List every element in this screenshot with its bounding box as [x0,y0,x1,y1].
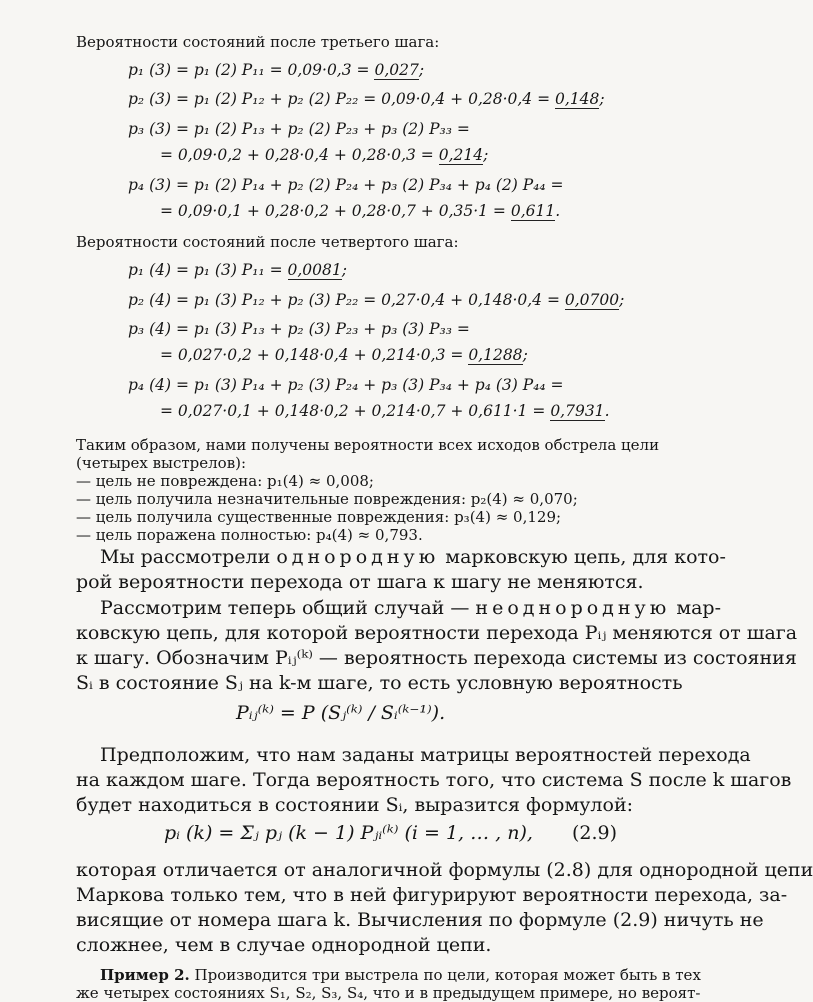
summary-line-1: Таким образом, нами получены вероятности всех исходов обстрела цели [76,436,660,454]
body-p1-line-1: Мы рассмотрели однородную марковскую цепь, для кото- [100,546,726,568]
body-p3-line-3: будет находиться в состоянии Sᵢ, выразится формулой: [76,794,634,816]
emphasis-spaced: неоднородную [475,597,671,619]
result-underlined: 0,1288 [468,346,523,364]
body-p1-line-2: рой вероятности перехода от шага к шагу не меняются. [76,571,644,593]
result-underlined: 0,0081 [287,261,342,279]
body-p2-line-2: ковскую цепь, для которой вероятности перехода Pᵢⱼ меняются от шага [76,622,798,644]
eq-p1-3: p₁ (3) = p₁ (2) P₁₁ = 0,09·0,3 = 0,027; [128,61,425,79]
list-item: — цель не повреждена: p₁(4) ≈ 0,008; [76,472,374,490]
eq-p4-3-b: = 0,09·0,1 + 0,28·0,2 + 0,28·0,7 + 0,35·1 = 0,611. [160,202,561,220]
result-underlined: 0,214 [438,146,484,164]
body-p3-line-2: на каждом шаге. Тогда вероятность того, что система S после k шагов [76,769,792,791]
eq-p1-4: p₁ (4) = p₁ (3) P₁₁ = 0,0081; [128,261,347,279]
formula-number: (2.9) [572,822,618,844]
eq-p3-3-a: p₃ (3) = p₁ (2) P₁₃ + p₂ (2) P₂₃ + p₃ (2) P₃₃ = [128,120,470,138]
body-p4-line-3: висящие от номера шага k. Вычисления по формуле (2.9) ничуть не [76,909,764,931]
formula-2-9: pᵢ (k) = Σⱼ pⱼ (k − 1) Pⱼᵢ⁽ᵏ⁾ (i = 1, … , n), [164,822,533,844]
example-title: Пример 2. [100,966,190,984]
result-underlined: 0,611 [510,202,556,220]
body-p4-line-2: Маркова только тем, что в ней фигурируют вероятности перехода, за- [76,884,788,906]
eq-p3-3-b: = 0,09·0,2 + 0,28·0,4 + 0,28·0,3 = 0,214; [160,146,489,164]
list-item: — цель получила незначительные повреждения: p₂(4) ≈ 0,070; [76,490,578,508]
eq-p2-4: p₂ (4) = p₁ (3) P₁₂ + p₂ (3) P₂₂ = 0,27·0,4 + 0,148·0,4 = 0,0700; [128,291,625,309]
result-underlined: 0,148 [555,90,600,108]
eq-p4-4-b: = 0,027·0,1 + 0,148·0,2 + 0,214·0,7 + 0,611·1 = 0,7931. [160,402,610,420]
body-p4-line-1: которая отличается от аналогичной формулы (2.8) для однородной цепи [76,859,813,881]
eq-p4-3-a: p₄ (3) = p₁ (2) P₁₄ + p₂ (2) P₂₄ + p₃ (2) P₃₄ + p₄ (2) P₄₄ = [128,176,564,194]
eq-p4-4-a: p₄ (4) = p₁ (3) P₁₄ + p₂ (3) P₂₄ + p₃ (3) P₃₄ + p₄ (3) P₄₄ = [128,376,564,394]
example-line-2: же четырех состояниях S₁, S₂, S₃, S₄, что и в предыдущем примере, но вероят- [76,984,701,1002]
heading-third-step: Вероятности состояний после третьего шага: [76,33,440,51]
emphasis-spaced: однородную [276,546,440,568]
result-underlined: 0,7931 [550,402,605,420]
eq-p3-4-a: p₃ (4) = p₁ (3) P₁₃ + p₂ (3) P₂₃ + p₃ (3) P₃₃ = [128,320,470,338]
result-underlined: 0,0700 [564,291,620,309]
body-p2-line-3: к шагу. Обозначим Pᵢⱼ⁽ᵏ⁾ — вероятность перехода системы из состояния [76,647,797,669]
eq-p3-4-b: = 0,027·0,2 + 0,148·0,4 + 0,214·0,3 = 0,1288; [160,346,528,364]
heading-fourth-step: Вероятности состояний после четвертого шага: [76,233,459,251]
list-item: — цель получила существенные повреждения: p₃(4) ≈ 0,129; [76,508,562,526]
body-p2-line-4: Sᵢ в состояние Sⱼ на k-м шаге, то есть условную вероятность [76,672,683,694]
formula-conditional-probability: Pᵢⱼ⁽ᵏ⁾ = P (Sⱼ⁽ᵏ⁾ / Sᵢ⁽ᵏ⁻¹⁾). [236,702,446,724]
body-p3-line-1: Предположим, что нам заданы матрицы вероятностей перехода [100,744,751,766]
summary-line-2: (четырех выстрелов): [76,454,247,472]
body-p2-line-1: Рассмотрим теперь общий случай — неоднородную мар- [100,597,722,619]
list-item: — цель поражена полностью: p₄(4) ≈ 0,793. [76,526,423,544]
result-underlined: 0,027 [374,61,419,79]
body-p4-line-4: сложнее, чем в случае однородной цепи. [76,934,492,956]
eq-p2-3: p₂ (3) = p₁ (2) P₁₂ + p₂ (2) P₂₂ = 0,09·0,4 + 0,28·0,4 = 0,148; [128,90,605,108]
example-line-1: Пример 2. Производится три выстрела по цели, которая может быть в тех [100,966,701,984]
